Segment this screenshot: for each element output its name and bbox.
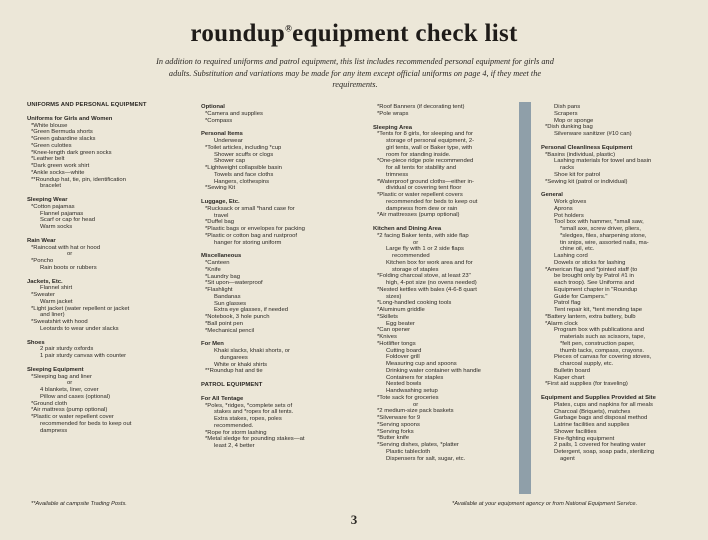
checklist-section — [27, 367, 189, 435]
section-title: For Men — [201, 341, 224, 348]
checklist-line: *Cotton pajamas — [31, 203, 75, 210]
checklist-line: materials such as scissors, tape, — [560, 334, 646, 340]
checklist-section — [27, 340, 189, 360]
checklist-line: Scarf or cap for head — [40, 217, 96, 224]
checklist-line: for all tents for stability and — [386, 165, 457, 171]
checklist-line: Program box with publications and — [554, 327, 645, 334]
checklist-line: Silverware sanitizer (#10 can) — [554, 131, 632, 137]
section-title: Uniforms for Girls and Women — [27, 115, 113, 122]
checklist-section — [373, 125, 514, 220]
checklist-line: Foldover grill — [386, 354, 420, 361]
checklist-line: *Raincoat with hat or hood — [31, 244, 101, 251]
checklist-line: Scrapers — [554, 110, 578, 117]
section-title: Optional — [201, 104, 225, 110]
checklist-section — [201, 104, 344, 124]
checklist-line: *felt pen, construction paper, — [560, 340, 635, 347]
checklist-line: room for standing inside. — [386, 151, 451, 158]
checklist-line: Tool box with hammer, *small saw, — [554, 219, 644, 226]
checklist-line: **Roundup hat and tie — [205, 368, 263, 375]
checklist-line: Extra eye glasses, if needed — [214, 307, 289, 314]
checklist-line: stakes and *ropes for all tents. — [214, 409, 294, 416]
checklist-line: Flannel pajamas — [40, 210, 84, 217]
title-roundup: roundup — [190, 20, 286, 47]
checklist-line: Pot holders — [554, 212, 584, 219]
checklist-line: White or khaki shirts — [214, 361, 268, 368]
page-number: 3 — [350, 512, 358, 527]
checklist-line: *2 medium-size pack baskets — [377, 408, 454, 415]
checklist-line: Bandanas — [214, 293, 241, 300]
checklist-line: Kaper chart — [554, 374, 585, 381]
checklist-section — [201, 131, 344, 192]
checklist-line: Flannel shirt — [40, 285, 73, 292]
checklist-line: Plates, cups and napkins for all meals — [554, 401, 653, 408]
checklist-line: and liner) — [40, 312, 65, 319]
checklist-line: Mop or sponge — [554, 117, 594, 124]
checklist-line: *Ball point pen — [205, 320, 243, 327]
checklist-line: *Metal sledge for pounding stakes—at — [205, 436, 305, 443]
checklist-line: *Camera and supplies — [205, 110, 263, 117]
checklist-line: *Alarm clock — [545, 320, 578, 327]
checklist-line: *Knife — [205, 266, 221, 273]
checklist-line: *Canteen — [205, 260, 230, 266]
checklist-line: least 2, 4 better — [214, 443, 255, 449]
checklist-line: *Knives — [377, 334, 397, 340]
checklist-line: Shower scuffs or clogs — [214, 151, 274, 158]
checklist-line: *Green Bermuda shorts — [31, 129, 93, 136]
column-3 — [373, 104, 514, 469]
checklist-line: *First aid supplies (for traveling) — [545, 381, 628, 388]
checklist-line: *Plastic or water repellent covers — [377, 192, 463, 198]
checklist-line: *Green gabardine slacks — [31, 136, 96, 142]
checklist-line: Dish pans — [554, 104, 581, 110]
checklist-line: recommended for beds to keep out — [386, 198, 478, 205]
checklist-line: Detergent, soap, soap pads, sterilizing — [554, 449, 655, 455]
checklist-section — [201, 341, 344, 375]
checklist-line: *Dark green work shirt — [31, 163, 90, 169]
checklist-line: 2 pails, 1 covered for heating water — [554, 442, 646, 449]
checklist-line: storage of staples — [392, 266, 439, 273]
checklist-line: tin snips, wire, assorted nails, ma- — [560, 239, 649, 246]
section-title: Personal Items — [201, 131, 243, 138]
section-title: General — [541, 192, 563, 199]
checklist-line: Kitchen box for work area and for — [386, 259, 473, 266]
checklist-section — [373, 104, 514, 118]
registered-mark: ® — [285, 23, 293, 34]
checklist-line: *Long-handled cooking tools — [377, 300, 452, 307]
column-1 — [27, 102, 189, 441]
checklist-line: Nested bowls — [386, 381, 422, 388]
checklist-line: *Ground cloth — [31, 400, 68, 407]
checklist-line: Bulletin board — [554, 367, 591, 374]
checklist-line: *Sewing kit (patrol or individual) — [545, 178, 628, 185]
checklist-line: *Folding charcoal stove, at least 23" — [377, 273, 471, 280]
checklist-line: *Rucksack or small *hand case for — [205, 205, 295, 212]
checklist-line: *White blouse — [31, 122, 68, 129]
checklist-line: *Knee-length dark green socks — [31, 149, 112, 156]
checklist-line: *Ankle socks—white — [31, 169, 85, 176]
checklist-line: *Sweatshirt with hood — [31, 319, 88, 325]
checklist-section — [201, 382, 344, 389]
title-rest: equipment check list — [292, 20, 518, 47]
checklist-line: Rain boots or rubbers — [40, 264, 97, 271]
section-title: PATROL EQUIPMENT — [201, 382, 263, 388]
checklist-line: *Lightweight collapsible basin — [205, 165, 282, 171]
section-title: Sleeping Wear — [27, 197, 68, 203]
checklist-line: Pieces of canvas for covering stoves, — [554, 354, 652, 361]
checklist-line: *Plastic bags or envelopes for packing — [205, 226, 305, 232]
checklist-line: *Serving spoons — [377, 421, 420, 428]
checklist-line: Cutting board — [386, 347, 422, 354]
checklist-line: *sledges, files, sharpening stone, — [560, 232, 647, 239]
checklist-line: Measuring cup and spoons — [386, 361, 457, 367]
checklist-section — [201, 199, 344, 246]
checklist-line: Warm jacket — [40, 298, 73, 305]
checklist-line: or — [413, 239, 419, 246]
checklist-line: dampness — [40, 427, 68, 434]
checklist-line: Aprons — [554, 205, 573, 212]
checklist-line: girl tents, wall or Baker type, with — [386, 144, 473, 151]
checklist-line: recommended for beds to keep out — [40, 420, 132, 427]
checklist-line: *Green culottes — [31, 142, 72, 149]
section-title: Kitchen and Dining Area — [373, 226, 442, 232]
checklist-line: *American flag and *jointed staff (to — [545, 266, 638, 273]
checklist-line: Sun glasses — [214, 300, 247, 307]
checklist-line: Underwear — [214, 138, 243, 144]
checklist-line: recommended — [392, 253, 430, 259]
checklist-line: Lashing materials for towel and basin — [554, 158, 652, 165]
checklist-line: *2 facing Baker tents, with side flap — [377, 232, 469, 239]
checklist-line: 4 blankets, liner, cover — [40, 387, 99, 393]
checklist-section — [541, 192, 687, 388]
checklist-line: Drinking water container with handle — [386, 367, 481, 374]
checklist-line: *Battery lantern, extra battery, bulb — [545, 313, 636, 320]
checklist-line: racks — [560, 165, 575, 171]
checklist-line: *Tote sack for groceries — [377, 394, 439, 401]
checklist-line: *Hotlifter tongs — [377, 340, 416, 347]
checklist-line: Large fly with 1 or 2 side flaps — [386, 246, 464, 253]
checklist-line: 2 pair sturdy oxfords — [40, 346, 94, 353]
checklist-line: Work gloves — [554, 199, 587, 205]
checklist-line: *Leather belt — [31, 156, 65, 163]
checklist-line: 1 pair sturdy canvas with counter — [40, 353, 127, 359]
checklist-line: chine oil, etc. — [560, 246, 595, 253]
checklist-line: *Aluminum griddle — [377, 307, 425, 313]
section-title: Equipment and Supplies Provided at Site — [541, 395, 656, 401]
checklist-line: bracelet — [40, 183, 61, 190]
checklist-line: Tent repair kit, *tent mending tape — [554, 307, 643, 313]
checklist-line: *Poncho — [31, 258, 54, 264]
checklist-line: *Skillets — [377, 313, 398, 320]
checklist-section — [27, 238, 189, 272]
section-title: Sleeping Area — [373, 124, 413, 131]
checklist-line: *Serving forks — [377, 428, 414, 435]
checklist-line: *Light jacket (water repellent or jacket — [31, 305, 130, 312]
checklist-line: *Air mattress (pump optional) — [31, 407, 108, 414]
checklist-line: Latrine facilities and supplies — [554, 422, 630, 428]
checklist-line: Extra stakes, ropes, poles — [214, 416, 282, 422]
checklist-line: Dowels or sticks for lashing — [554, 259, 626, 266]
checklist-section — [27, 279, 189, 333]
checklist-line: Dispensers for salt, sugar, etc. — [386, 455, 466, 462]
checklist-line: *Sewing Kit — [205, 185, 236, 192]
checklist-line: Shoe kit for patrol — [554, 171, 601, 178]
checklist-line: *Poles, *ridges, *complete sets of — [205, 402, 293, 409]
column-2 — [201, 104, 344, 457]
checklist-line: dividual or covering tent floor — [386, 185, 462, 192]
section-title: Jackets, Etc. — [27, 278, 63, 285]
footnote-trading-posts: **Available at campsite Trading Posts. — [31, 501, 127, 507]
checklist-section — [541, 145, 687, 186]
section-title: Sleeping Equipment — [27, 366, 84, 373]
checklist-line: *Can opener — [377, 327, 411, 334]
checklist-line: dungarees — [220, 354, 248, 361]
checklist-line: **Roundup hat, tie, pin, identification — [31, 176, 126, 183]
checklist-line: Fire-fighting equipment — [554, 435, 615, 442]
checklist-section — [373, 226, 514, 462]
checklist-line: *Tents for 8 girls, for sleeping and for — [377, 131, 473, 138]
checklist-line: thumb tacks, compass, crayons. — [560, 347, 645, 354]
checklist-line: *Notebook, 3 hole punch — [205, 314, 270, 320]
checklist-line: high, 4-pot size (no ovens needed) — [386, 280, 477, 286]
intro-paragraph: In addition to required uniforms and patrol equipment, this list includes recommended personal equipment for girls and adults. Substitution and variations may be made for any item except official uniforms on page 4, if they meet the requirements. — [156, 57, 554, 90]
footnote-equipment-agency: *Available at your equipment agency or from National Equipment Service. — [452, 501, 638, 507]
checklist-line: storage of personal equipment, 2- — [386, 138, 475, 144]
checklist-line: *small axe, screw driver, pliers, — [560, 226, 641, 232]
checklist-line: or — [67, 251, 73, 258]
checklist-line: *Silverware for 9 — [377, 415, 421, 421]
section-title: Miscellaneous — [201, 253, 242, 260]
checklist-section — [27, 116, 189, 190]
checklist-line: Khaki slacks, khaki shorts, or — [214, 348, 290, 354]
checklist-line: trimness — [386, 171, 409, 178]
checklist-line: each troop). See Uniforms and — [554, 280, 635, 286]
checklist-line: Hangers, clothespins — [214, 178, 270, 185]
checklist-section — [541, 104, 687, 138]
checklist-line: *Nested kettles with bales (4-6-8 quart — [377, 286, 477, 293]
checklist-section — [27, 197, 189, 231]
checklist-line: *Toilet articles, including *cup — [205, 144, 282, 151]
checklist-line: *Flashlight — [205, 287, 233, 293]
checklist-line: *Air mattresses (pump optional) — [377, 212, 460, 219]
checklist-line: *Duffel bag — [205, 219, 235, 226]
checklist-line: sizes) — [386, 293, 402, 300]
checklist-line: *Roof Banners (if decorating tent) — [377, 104, 465, 110]
column-4 — [541, 104, 687, 470]
checklist-line: or — [67, 380, 73, 387]
checklist-line: Charcoal (Briquets), matches — [554, 408, 631, 415]
checklist-line: *Dish dunking bag — [545, 124, 593, 131]
section-title: Luggage, Etc. — [201, 199, 240, 205]
page-title — [0, 20, 708, 48]
checklist-line: *Sweater — [31, 292, 55, 298]
checklist-line: *Plastic or water repellent cover — [31, 414, 114, 420]
checklist-section — [541, 395, 687, 463]
section-title: Personal Cleanliness Equipment — [541, 144, 633, 151]
checklist-line: *Pole wraps — [377, 110, 409, 117]
checklist-line: travel — [214, 212, 229, 219]
checklist-line: Containers for staples — [386, 374, 444, 381]
checklist-line: *Basins (individual, plastic) — [545, 151, 616, 158]
checklist-line: *One-piece ridge pole recommended — [377, 158, 474, 165]
section-title: Shoes — [27, 339, 45, 346]
checklist-line: Garbage bags and disposal method — [554, 415, 648, 422]
checklist-line: dampness from dew or rain — [386, 205, 458, 212]
checklist-line: charcoal supply, etc. — [560, 361, 614, 367]
checklist-line: Equipment chapter in "Roundup — [554, 286, 638, 293]
checklist-line: *Plastic or cotton bag and rustproof — [205, 232, 298, 239]
checklist-line: *Serving dishes, plates, *platter — [377, 442, 459, 448]
checklist-line: *Rope for storm lashing — [205, 429, 267, 436]
checklist-line: *Butter knife — [377, 435, 410, 442]
section-heading-main: UNIFORMS AND PERSONAL EQUIPMENT — [27, 102, 147, 108]
checklist-line: Egg beater — [386, 320, 415, 327]
checklist-line: be brought only by Patrol #1 in — [554, 273, 634, 280]
checklist-line: or — [413, 401, 419, 408]
section-title: Rain Wear — [27, 237, 56, 244]
checklist-line: *Waterproof ground cloths—either in- — [377, 178, 475, 185]
checklist-line: hanger for storing uniform — [214, 239, 282, 246]
section-title: For All Tentage — [201, 395, 244, 402]
checklist-line: agent — [560, 455, 575, 462]
checklist-line: Plastic tablecloth — [386, 448, 431, 455]
checklist-line: Leotards to wear under slacks — [40, 325, 119, 332]
checklist-line: Shower cap — [214, 158, 246, 165]
checklist-line: Shower facilities — [554, 428, 597, 435]
checklist-line: Lashing cord — [554, 253, 588, 259]
checklist-section — [201, 253, 344, 334]
checklist-line: Handwashing setup — [386, 388, 438, 394]
checklist-line: Guide for Campers." — [554, 293, 608, 300]
checklist-line: *Laundry bag — [205, 273, 241, 280]
checklist-line: Towels and face cloths — [214, 171, 274, 178]
checklist-line: *Sit upon—waterproof — [205, 280, 263, 287]
checklist-line: recommended. — [214, 422, 254, 429]
checklist-line: Warm socks — [40, 224, 73, 230]
checklist-section — [201, 396, 344, 450]
checklist-line: *Mechanical pencil — [205, 327, 255, 334]
checklist-line: Pillow and cases (optional) — [40, 393, 111, 400]
checklist-line: *Compass — [205, 117, 233, 124]
checklist-line: *Sleeping bag and liner — [31, 373, 92, 380]
checklist-line: Patrol flag — [554, 300, 581, 307]
column-divider-bar — [519, 102, 531, 494]
